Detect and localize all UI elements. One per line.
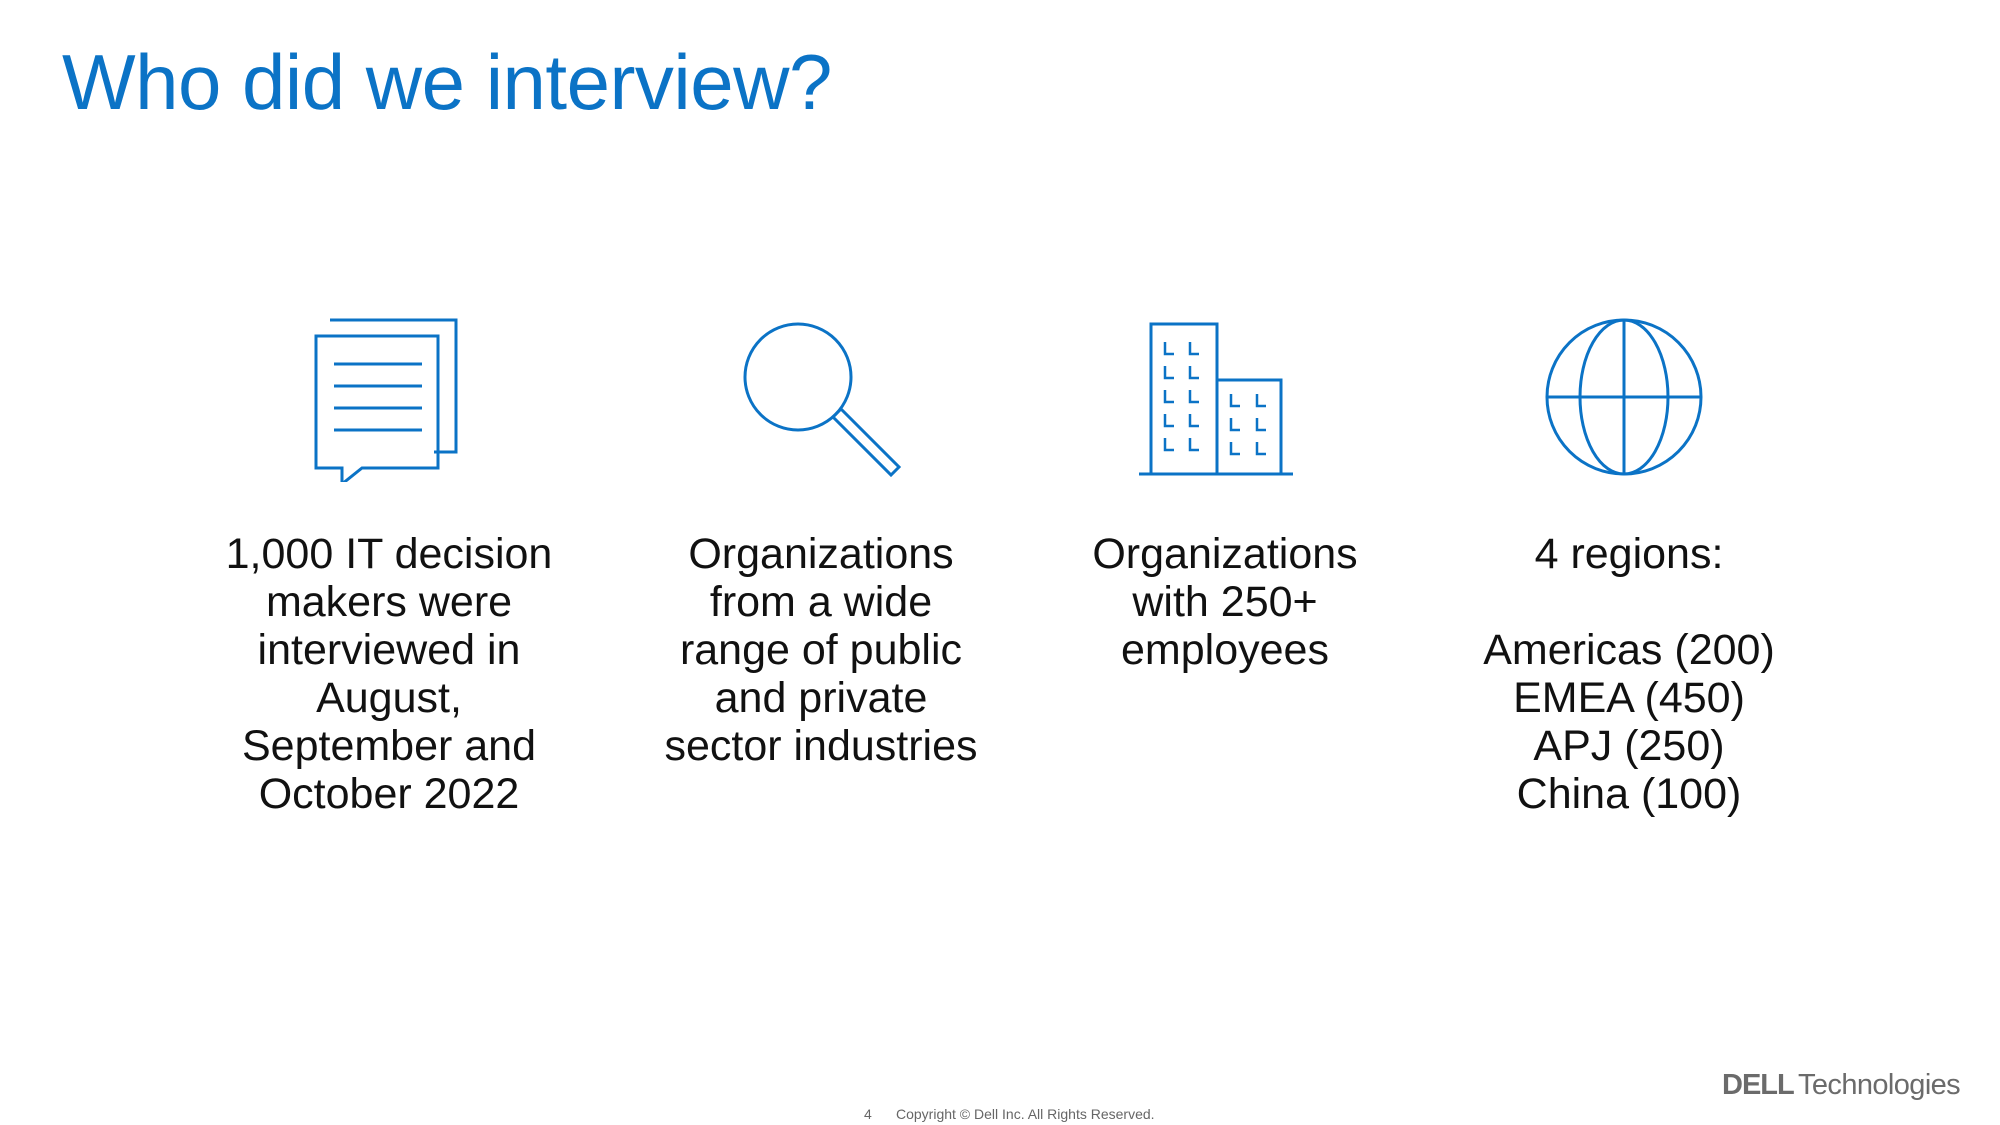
column-organizations-size (1035, 530, 1415, 674)
column-text-line: August, (316, 674, 462, 722)
page-title: Who did we interview? (62, 38, 832, 126)
column-text-line: from a wide (709, 578, 933, 626)
globe-icon (1544, 314, 1714, 484)
column-it-decision-makers (199, 530, 579, 818)
column-regions (1439, 530, 1819, 818)
column-text-line: September and (241, 722, 537, 770)
column-text-line: sector industries (664, 722, 978, 770)
column-text-line: and private (714, 674, 928, 722)
region-item: China (100) (1516, 770, 1742, 818)
dell-technologies-logo (1722, 1063, 1967, 1103)
column-text-line: employees (1121, 626, 1329, 674)
column-text-line: Organizations (1092, 530, 1358, 578)
column-text-line: October 2022 (258, 770, 520, 818)
column-text-line: range of public (679, 626, 963, 674)
column-organizations-industries (631, 530, 1011, 770)
column-text-line: makers were (265, 578, 513, 626)
buildings-icon (1137, 312, 1307, 482)
regions-heading: 4 regions: (1534, 530, 1724, 578)
region-item: Americas (200) (1483, 626, 1775, 674)
region-item: EMEA (450) (1513, 674, 1745, 722)
column-text-line: 1,000 IT decision (225, 530, 553, 578)
copyright-text: Copyright © Dell Inc. All Rights Reserved. (896, 1106, 1155, 1122)
column-text-line: interviewed in (257, 626, 521, 674)
document-chat-icon (306, 312, 476, 482)
region-item: APJ (250) (1533, 722, 1725, 770)
magnifying-glass-icon (735, 314, 905, 484)
column-text-line: Organizations (688, 530, 954, 578)
page-number: 4 (864, 1106, 872, 1122)
logo-text-dell: DELL (1722, 1069, 1794, 1101)
logo-text-technologies: Technologies (1798, 1069, 1961, 1101)
column-text-line: with 250+ (1132, 578, 1318, 626)
